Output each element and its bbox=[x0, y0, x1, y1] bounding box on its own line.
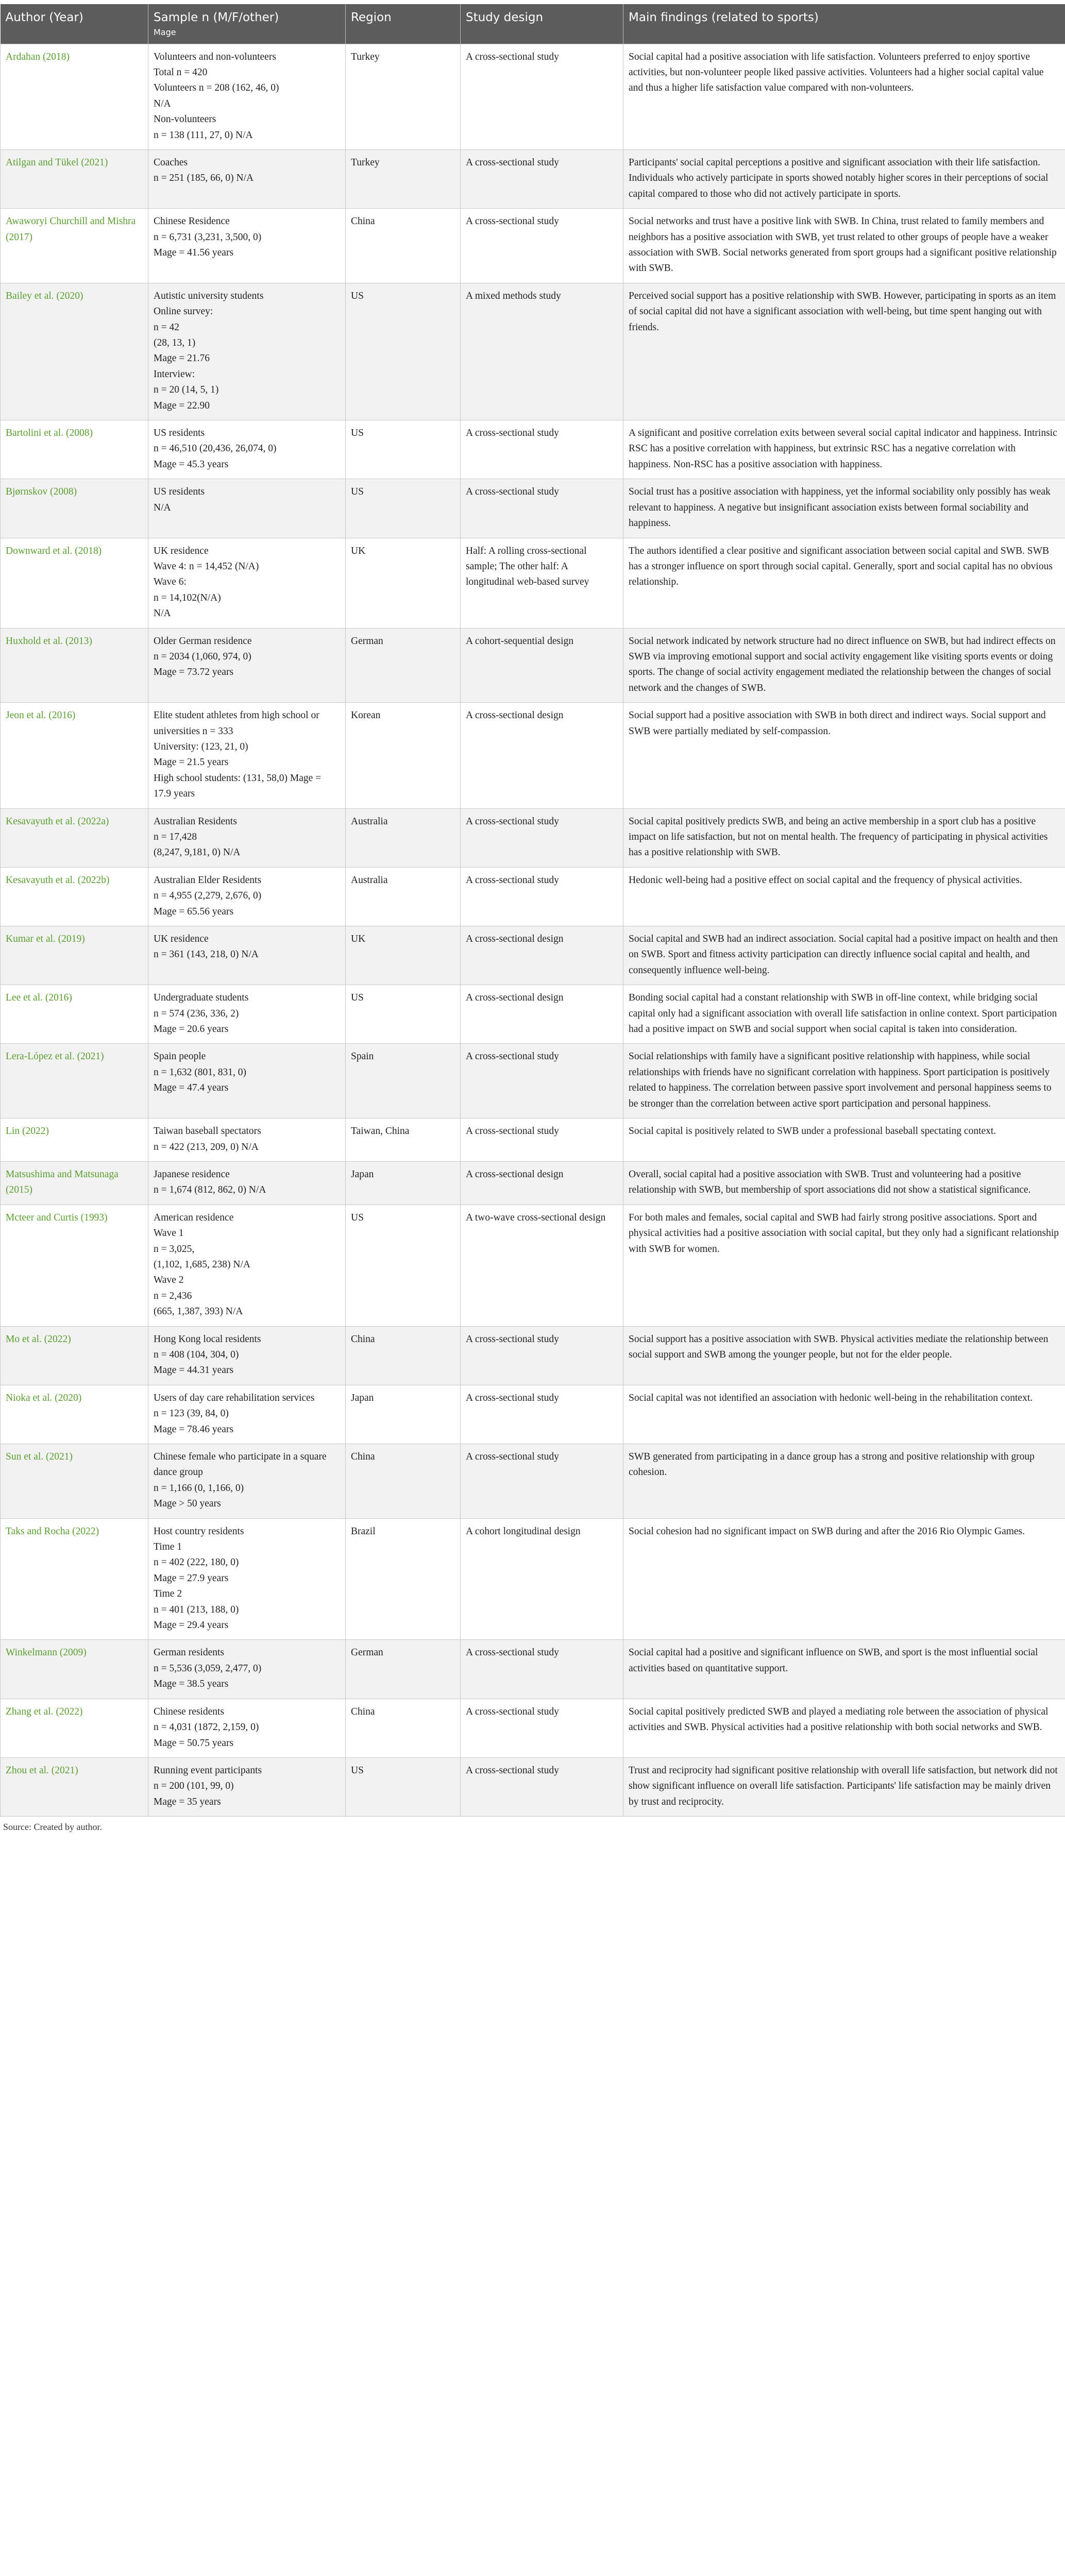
sample-line: Mage = 21.76 bbox=[154, 353, 210, 364]
sample-line: Total n = 420 bbox=[154, 66, 208, 78]
sample-line: Autistic university students bbox=[154, 290, 264, 301]
cell-sample bbox=[148, 867, 346, 926]
table-row bbox=[1, 985, 1065, 1044]
cell-design: A cross-sectional design bbox=[461, 703, 623, 808]
sample-line: n = 401 (213, 188, 0) bbox=[154, 1604, 239, 1615]
source-note: Source: Created by author. bbox=[3, 1822, 102, 1833]
sample-line: (665, 1,387, 393) N/A bbox=[154, 1306, 243, 1317]
cell-author bbox=[1, 703, 148, 808]
cell-sample bbox=[148, 44, 346, 149]
sample-line: n = 1,632 (801, 831, 0) bbox=[154, 1066, 246, 1078]
table-row bbox=[1, 1044, 1065, 1118]
cell-design: A two-wave cross-sectional design bbox=[461, 1205, 623, 1326]
cell-design: A cross-sectional study bbox=[461, 479, 623, 538]
author-citation-link[interactable]: Jeon et al. (2016) bbox=[6, 710, 76, 721]
sample-line: n = 574 (236, 336, 2) bbox=[154, 1008, 239, 1019]
cell-design: A cross-sectional study bbox=[461, 1326, 623, 1385]
sample-line: Mage = 38.5 years bbox=[154, 1679, 229, 1690]
cell-sample bbox=[148, 985, 346, 1044]
cell-findings: Social capital had a positive association with life satisfaction. Volunteers preferred to enjoy sportive activities, but non-volunteer people liked passive activities. Volunteers had a higher social capital value and thus a higher life satisfaction value compared with non-volunteers. bbox=[623, 44, 1065, 149]
cell-sample bbox=[148, 1518, 346, 1640]
sample-line: Running event participants bbox=[154, 1765, 262, 1776]
author-citation-link[interactable]: Zhang et al. (2022) bbox=[6, 1706, 83, 1717]
cell-author bbox=[1, 283, 148, 420]
author-citation-link[interactable]: Mo et al. (2022) bbox=[6, 1333, 71, 1345]
cell-findings: Overall, social capital had a positive association with SWB. Trust and volunteering had a positive relationship with SWB, but membership of sport associations did not show a statistical significance. bbox=[623, 1161, 1065, 1205]
header-design: Study design bbox=[461, 4, 623, 44]
header-sample-label: Sample n (M/F/other) bbox=[154, 11, 279, 24]
table-row bbox=[1, 1385, 1065, 1444]
cell-sample bbox=[148, 1044, 346, 1118]
author-citation-link[interactable]: Bailey et al. (2020) bbox=[6, 290, 83, 301]
sample-line: n = 5,536 (3,059, 2,477, 0) bbox=[154, 1663, 262, 1674]
sample-line: (28, 13, 1) bbox=[154, 337, 196, 349]
sample-line: High school students: (131, 58,0) Mage = 17.9 years bbox=[154, 772, 322, 800]
author-citation-link[interactable]: Bjørnskov (2008) bbox=[6, 486, 77, 498]
sample-line: Mage = 20.6 years bbox=[154, 1024, 229, 1035]
cell-sample bbox=[148, 628, 346, 703]
cell-findings: The authors identified a clear positive and significant association between social capital and SWB. SWB has a stronger influence on sport through social capital. Generally, sport and social capital has no obvious relationship. bbox=[623, 538, 1065, 628]
sample-line: N/A bbox=[154, 502, 171, 513]
sample-line: Mage = 21.5 years bbox=[154, 757, 229, 768]
table-row bbox=[1, 1444, 1065, 1519]
cell-design: A cross-sectional study bbox=[461, 1757, 623, 1816]
sample-line: Online survey: bbox=[154, 306, 213, 317]
cell-region: Spain bbox=[346, 1044, 461, 1118]
sample-line: Mage = 41.56 years bbox=[154, 247, 234, 258]
cell-sample bbox=[148, 1118, 346, 1162]
sample-line: n = 4,955 (2,279, 2,676, 0) bbox=[154, 890, 262, 902]
sample-line: n = 17,428 bbox=[154, 832, 197, 842]
sample-line: n = 42 bbox=[154, 321, 179, 333]
table-row bbox=[1, 1518, 1065, 1640]
table-row bbox=[1, 1699, 1065, 1757]
cell-sample bbox=[148, 1640, 346, 1699]
cell-region: Turkey bbox=[346, 149, 461, 208]
cell-findings: Participants' social capital perceptions a positive and significant association with their life satisfaction. Individuals who actively participate in sports showed notably higher scores in their perceptions of social capital compared to those who did not actively participate in sports. bbox=[623, 149, 1065, 208]
cell-author bbox=[1, 1326, 148, 1385]
table-row bbox=[1, 926, 1065, 985]
author-citation-link[interactable]: Lera-López et al. (2021) bbox=[6, 1051, 104, 1062]
cell-sample bbox=[148, 1326, 346, 1385]
cell-design: A cross-sectional study bbox=[461, 1699, 623, 1757]
cell-design: A cross-sectional design bbox=[461, 926, 623, 985]
sample-line: UK residence bbox=[154, 545, 209, 556]
cell-region: Brazil bbox=[346, 1518, 461, 1640]
sample-line: Spain people bbox=[154, 1051, 206, 1062]
sample-line: Host country residents bbox=[154, 1526, 244, 1537]
cell-author bbox=[1, 926, 148, 985]
table-row bbox=[1, 149, 1065, 208]
cell-sample bbox=[148, 283, 346, 420]
cell-findings: SWB generated from participating in a dance group has a strong and positive relationship with group cohesion. bbox=[623, 1444, 1065, 1519]
author-citation-link[interactable]: Taks and Rocha (2022) bbox=[6, 1526, 99, 1537]
cell-design: A cross-sectional study bbox=[461, 808, 623, 867]
cell-design: A cross-sectional study bbox=[461, 1640, 623, 1699]
sample-line: University: (123, 21, 0) bbox=[154, 741, 248, 752]
sample-line: US residents bbox=[154, 428, 205, 439]
sample-line: Mage = 47.4 years bbox=[154, 1082, 229, 1094]
cell-region: Korean bbox=[346, 703, 461, 808]
sample-line: n = 422 (213, 209, 0) N/A bbox=[154, 1141, 259, 1153]
sample-line: n = 4,031 (1872, 2,159, 0) bbox=[154, 1722, 259, 1733]
cell-author bbox=[1, 1385, 148, 1444]
cell-design: A cross-sectional design bbox=[461, 1161, 623, 1205]
sample-line: N/A bbox=[154, 608, 171, 619]
sample-line: n = 1,166 (0, 1,166, 0) bbox=[154, 1482, 244, 1494]
author-citation-link[interactable]: Awaworyi Churchill and Mishra (2017) bbox=[6, 216, 136, 243]
sample-line: Japanese residence bbox=[154, 1168, 230, 1180]
cell-region: Turkey bbox=[346, 44, 461, 149]
studies-table bbox=[0, 4, 1065, 1817]
cell-sample bbox=[148, 479, 346, 538]
sample-line: Mage = 35 years bbox=[154, 1796, 221, 1807]
cell-sample bbox=[148, 808, 346, 867]
cell-region: German bbox=[346, 628, 461, 703]
author-citation-link[interactable]: Mcteer and Curtis (1993) bbox=[6, 1212, 108, 1223]
sample-line: n = 402 (222, 180, 0) bbox=[154, 1557, 239, 1568]
table-body bbox=[1, 44, 1065, 1817]
sample-line: N/A bbox=[154, 98, 171, 109]
author-citation-link[interactable]: Downward et al. (2018) bbox=[6, 545, 102, 556]
author-citation-link[interactable]: Bartolini et al. (2008) bbox=[6, 428, 93, 439]
author-citation-link[interactable]: Matsushima and Matsunaga (2015) bbox=[6, 1168, 119, 1196]
cell-findings: Social capital positively predicted SWB and played a mediating role between the association of physical activities and SWB. Physical activities had a positive relationship with both social networks and SWB. bbox=[623, 1699, 1065, 1757]
sample-line: n = 1,674 (812, 862, 0) N/A bbox=[154, 1184, 266, 1196]
cell-region: China bbox=[346, 209, 461, 283]
cell-findings: Social capital was not identified an association with hedonic well-being in the rehabilitation context. bbox=[623, 1385, 1065, 1444]
cell-author bbox=[1, 538, 148, 628]
table-row bbox=[1, 628, 1065, 703]
sample-line: Mage = 73.72 years bbox=[154, 667, 234, 678]
sample-line: Older German residence bbox=[154, 635, 252, 647]
header-author: Author (Year) bbox=[1, 4, 148, 44]
sample-line: n = 251 (185, 66, 0) N/A bbox=[154, 173, 254, 184]
sample-line: Time 2 bbox=[154, 1588, 182, 1600]
sample-line: Australian Elder Residents bbox=[154, 874, 262, 886]
cell-author bbox=[1, 1518, 148, 1640]
cell-region: China bbox=[346, 1699, 461, 1757]
cell-author bbox=[1, 1205, 148, 1326]
sample-line: Non-volunteers bbox=[154, 114, 216, 125]
author-citation-link[interactable]: Ardahan (2018) bbox=[6, 51, 70, 62]
cell-findings: Social capital and SWB had an indirect association. Social capital had a positive impact on health and then on SWB. Sport and fitness activity participation can directly influence social capital and health, and consequently influence well-being. bbox=[623, 926, 1065, 985]
author-citation-link[interactable]: Kesavayuth et al. (2022b) bbox=[6, 874, 110, 886]
cell-author bbox=[1, 867, 148, 926]
sample-line: Volunteers n = 208 (162, 46, 0) bbox=[154, 82, 279, 94]
cell-region: China bbox=[346, 1444, 461, 1519]
cell-findings: Social cohesion had no significant impact on SWB during and after the 2016 Rio Olympic Games. bbox=[623, 1518, 1065, 1640]
table-row bbox=[1, 538, 1065, 628]
cell-sample bbox=[148, 926, 346, 985]
sample-line: Chinese Residence bbox=[154, 216, 230, 227]
cell-author bbox=[1, 985, 148, 1044]
sample-line: n = 2034 (1,060, 974, 0) bbox=[154, 651, 251, 662]
sample-line: Mage > 50 years bbox=[154, 1498, 221, 1510]
table-row bbox=[1, 1757, 1065, 1816]
cell-author bbox=[1, 1640, 148, 1699]
author-citation-link[interactable]: Lee et al. (2016) bbox=[6, 992, 72, 1004]
sample-line: n = 3,025, bbox=[154, 1243, 195, 1255]
cell-findings: Hedonic well-being had a positive effect on social capital and the frequency of physical activities. bbox=[623, 867, 1065, 926]
sample-line: Wave 6: bbox=[154, 577, 187, 588]
cell-sample bbox=[148, 420, 346, 479]
cell-findings: Social trust has a positive association with happiness, yet the informal sociability only possibly has weak relevant to happiness. A negative but insignificant association exists between formal sociability and happiness. bbox=[623, 479, 1065, 538]
cell-author bbox=[1, 1757, 148, 1816]
cell-findings: Social support had a positive association with SWB in both direct and indirect ways. Social support and SWB were partially mediated by self-compassion. bbox=[623, 703, 1065, 808]
sample-line: n = 20 (14, 5, 1) bbox=[154, 384, 219, 396]
table-row bbox=[1, 283, 1065, 420]
cell-findings: Social relationships with family have a significant positive relationship with happiness, while social relationships with friends have no significant correlation with happiness. Sport participation is positively related to happiness. The correlation between passive sport involvement and personal happiness seems to be stronger than the correlation between active sport participation and personal happiness. bbox=[623, 1044, 1065, 1118]
cell-design: A cross-sectional design bbox=[461, 985, 623, 1044]
cell-region: US bbox=[346, 283, 461, 420]
cell-findings: Bonding social capital had a constant relationship with SWB in off-line context, while bridging social capital only had a significant association with overall life satisfaction in online context. Sport participation had a positive impact on SWB and social support when social capital is taken into consideration. bbox=[623, 985, 1065, 1044]
sample-line: Mage = 50.75 years bbox=[154, 1737, 234, 1749]
table-row bbox=[1, 1161, 1065, 1205]
cell-region: UK bbox=[346, 538, 461, 628]
cell-design: A cross-sectional study bbox=[461, 1444, 623, 1519]
table-row bbox=[1, 1326, 1065, 1385]
cell-author bbox=[1, 1161, 148, 1205]
cell-author bbox=[1, 628, 148, 703]
cell-author bbox=[1, 808, 148, 867]
sample-line: Coaches bbox=[154, 157, 188, 168]
cell-sample bbox=[148, 1444, 346, 1519]
sample-line: Wave 2 bbox=[154, 1275, 184, 1286]
sample-line: Elite student athletes from high school or universities n = 333 bbox=[154, 710, 319, 737]
author-citation-link[interactable]: Zhou et al. (2021) bbox=[6, 1765, 78, 1776]
cell-region: Taiwan, China bbox=[346, 1118, 461, 1162]
cell-design: A cross-sectional study bbox=[461, 209, 623, 283]
table-row bbox=[1, 1118, 1065, 1162]
author-citation-link[interactable]: Lin (2022) bbox=[6, 1126, 49, 1137]
sample-line: American residence bbox=[154, 1212, 234, 1223]
cell-design: A cross-sectional study bbox=[461, 420, 623, 479]
author-citation-link[interactable]: Huxhold et al. (2013) bbox=[6, 635, 92, 647]
cell-findings: Social capital is positively related to SWB under a professional baseball spectating context. bbox=[623, 1118, 1065, 1162]
cell-findings: Social network indicated by network structure had no direct influence on SWB, but had indirect effects on SWB via improving emotional support and social activity engagement like visiting sports events or doing sports. The change of social activity engagement mediated the relationship between the changes of social network and the changes of SWB. bbox=[623, 628, 1065, 703]
sample-line: Mage = 29.4 years bbox=[154, 1620, 229, 1631]
sample-line: German residents bbox=[154, 1647, 224, 1658]
cell-design: A cross-sectional study bbox=[461, 149, 623, 208]
cell-findings: Social capital had a positive and significant influence on SWB, and sport is the most influential social activities based on quantitative support. bbox=[623, 1640, 1065, 1699]
cell-findings: Trust and reciprocity had significant positive relationship with overall life satisfaction, but network did not show significant influence on overall life satisfaction. Participants' life satisfaction may be mainly driven by trust and reciprocity. bbox=[623, 1757, 1065, 1816]
sample-line: n = 6,731 (3,231, 3,500, 0) bbox=[154, 231, 262, 243]
cell-design: A cross-sectional study bbox=[461, 1044, 623, 1118]
cell-sample bbox=[148, 1699, 346, 1757]
sample-line: Mage = 65.56 years bbox=[154, 906, 234, 917]
cell-sample bbox=[148, 1205, 346, 1326]
cell-sample bbox=[148, 538, 346, 628]
cell-region: US bbox=[346, 420, 461, 479]
sample-line: Mage = 22.90 bbox=[154, 400, 210, 411]
cell-findings: Perceived social support has a positive relationship with SWB. However, participating in sports as an item of social capital did not have a significant association with well-being, but time spent hanging out with friends. bbox=[623, 283, 1065, 420]
sample-line: US residents bbox=[154, 486, 205, 498]
cell-author bbox=[1, 209, 148, 283]
cell-region: UK bbox=[346, 926, 461, 985]
cell-sample bbox=[148, 1385, 346, 1444]
author-citation-link[interactable]: Sun et al. (2021) bbox=[6, 1451, 73, 1462]
header-findings: Main findings (related to sports) bbox=[623, 4, 1065, 44]
sample-line: n = 138 (111, 27, 0) N/A bbox=[154, 129, 253, 141]
table-row bbox=[1, 1640, 1065, 1699]
cell-author bbox=[1, 420, 148, 479]
table-row bbox=[1, 1205, 1065, 1326]
author-citation-link[interactable]: Winkelmann (2009) bbox=[6, 1647, 87, 1658]
header-sample-sub: Mage bbox=[154, 27, 176, 38]
sample-line: Hong Kong local residents bbox=[154, 1333, 261, 1345]
table-row bbox=[1, 479, 1065, 538]
table-row bbox=[1, 703, 1065, 808]
sample-line: n = 46,510 (20,436, 26,074, 0) bbox=[154, 443, 277, 454]
sample-line: n = 361 (143, 218, 0) N/A bbox=[154, 949, 259, 960]
cell-author bbox=[1, 1044, 148, 1118]
sample-line: n = 2,436 bbox=[154, 1290, 192, 1301]
cell-design: A cohort-sequential design bbox=[461, 628, 623, 703]
cell-sample bbox=[148, 149, 346, 208]
sample-line: Chinese residents bbox=[154, 1706, 225, 1717]
sample-line: Time 1 bbox=[154, 1541, 182, 1553]
table-row bbox=[1, 44, 1065, 149]
cell-findings: A significant and positive correlation exits between several social capital indicator and happiness. Intrinsic RSC has a positive correlation with happiness, but extrinsic RSC has a negative correlation with happiness. Non-RSC has a positive association with happiness. bbox=[623, 420, 1065, 479]
author-citation-link[interactable]: Kumar et al. (2019) bbox=[6, 934, 85, 945]
cell-design: A cross-sectional study bbox=[461, 1385, 623, 1444]
sample-line: (8,247, 9,181, 0) N/A bbox=[154, 847, 241, 858]
header-row bbox=[1, 4, 1065, 44]
table-header bbox=[1, 4, 1065, 44]
cell-region: US bbox=[346, 985, 461, 1044]
cell-region: Australia bbox=[346, 808, 461, 867]
sample-line: Users of day care rehabilitation services bbox=[154, 1392, 315, 1403]
author-citation-link[interactable]: Atilgan and Tükel (2021) bbox=[6, 157, 108, 168]
cell-findings: For both males and females, social capital and SWB had fairly strong positive associations. Sport and physical activities had a positive association with social capital, but they only had a significant relationship with SWB for women. bbox=[623, 1205, 1065, 1326]
cell-region: US bbox=[346, 1757, 461, 1816]
cell-region: Australia bbox=[346, 867, 461, 926]
cell-design: A cross-sectional study bbox=[461, 44, 623, 149]
cell-sample bbox=[148, 1757, 346, 1816]
sample-line: Interview: bbox=[154, 368, 195, 380]
cell-design: A mixed methods study bbox=[461, 283, 623, 420]
cell-design: A cross-sectional study bbox=[461, 867, 623, 926]
sample-line: n = 408 (104, 304, 0) bbox=[154, 1349, 239, 1360]
cell-author bbox=[1, 149, 148, 208]
header-region: Region bbox=[346, 4, 461, 44]
cell-author bbox=[1, 1118, 148, 1162]
sample-line: Wave 1 bbox=[154, 1228, 184, 1239]
sample-line: Mage = 27.9 years bbox=[154, 1572, 229, 1584]
author-citation-link[interactable]: Nioka et al. (2020) bbox=[6, 1392, 82, 1403]
cell-region: US bbox=[346, 479, 461, 538]
cell-findings: Social support has a positive association with SWB. Physical activities mediate the relationship between social support and SWB among the younger people, but not for the elder people. bbox=[623, 1326, 1065, 1385]
cell-sample bbox=[148, 703, 346, 808]
sample-line: n = 14,102(N/A) bbox=[154, 592, 221, 603]
sample-line: Mage = 45.3 years bbox=[154, 459, 229, 470]
cell-sample bbox=[148, 1161, 346, 1205]
cell-sample bbox=[148, 209, 346, 283]
cell-region: German bbox=[346, 1640, 461, 1699]
header-sample bbox=[148, 4, 346, 44]
cell-author bbox=[1, 1444, 148, 1519]
sample-line: Undergraduate students bbox=[154, 992, 249, 1004]
sample-line: Volunteers and non-volunteers bbox=[154, 51, 276, 62]
cell-author bbox=[1, 1699, 148, 1757]
cell-design: A cross-sectional study bbox=[461, 1118, 623, 1162]
cell-region: China bbox=[346, 1326, 461, 1385]
cell-author bbox=[1, 479, 148, 538]
cell-region: US bbox=[346, 1205, 461, 1326]
sample-line: Mage = 78.46 years bbox=[154, 1423, 234, 1435]
sample-line: Taiwan baseball spectators bbox=[154, 1126, 261, 1137]
table-row bbox=[1, 209, 1065, 283]
sample-line: Australian Residents bbox=[154, 816, 237, 827]
author-citation-link[interactable]: Kesavayuth et al. (2022a) bbox=[6, 816, 109, 827]
sample-line: Mage = 44.31 years bbox=[154, 1365, 234, 1376]
sample-line: n = 123 (39, 84, 0) bbox=[154, 1408, 229, 1419]
sample-line: (1,102, 1,685, 238) N/A bbox=[154, 1259, 250, 1270]
cell-author bbox=[1, 44, 148, 149]
sample-line: n = 200 (101, 99, 0) bbox=[154, 1781, 234, 1792]
cell-design: Half: A rolling cross-sectional sample; The other half: A longitudinal web-based survey bbox=[461, 538, 623, 628]
sample-line: Chinese female who participate in a square dance group bbox=[154, 1451, 327, 1478]
table-row bbox=[1, 420, 1065, 479]
table-row bbox=[1, 867, 1065, 926]
cell-findings: Social capital positively predicts SWB, and being an active membership in a sport club has a positive impact on life satisfaction, but not on mental health. The frequency of participating in physical activities has a positive relationship with SWB. bbox=[623, 808, 1065, 867]
cell-design: A cohort longitudinal design bbox=[461, 1518, 623, 1640]
sample-line: UK residence bbox=[154, 934, 209, 945]
cell-region: Japan bbox=[346, 1161, 461, 1205]
cell-findings: Social networks and trust have a positive link with SWB. In China, trust related to family members and neighbors has a positive association with SWB, yet trust related to other groups of people have a weaker association with SWB. Social networks generated from sport groups had a significant positive relationship with SWB. bbox=[623, 209, 1065, 283]
sample-line: Wave 4: n = 14,452 (N/A) bbox=[154, 561, 259, 572]
table-row bbox=[1, 808, 1065, 867]
cell-region: Japan bbox=[346, 1385, 461, 1444]
